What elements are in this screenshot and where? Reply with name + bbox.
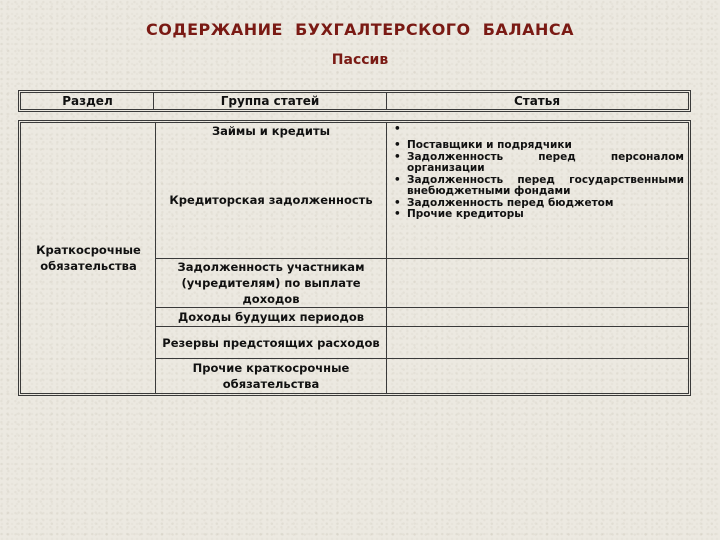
article-text: Задолженность перед бюджетом [407, 196, 614, 209]
column-header-article: Статья [513, 94, 561, 108]
article-text: Задолженность перед государственными внебюджетными фондами [407, 173, 684, 197]
column-header-section: Раздел [62, 94, 113, 108]
article-text: Прочие кредиторы [407, 208, 524, 220]
article-list [392, 124, 684, 221]
list-item [392, 152, 684, 175]
bullet-icon: • [394, 139, 401, 151]
article-text: Задолженность перед персоналом организации [407, 150, 684, 174]
bullet-icon: • [394, 150, 401, 163]
list-item [392, 124, 684, 139]
list-item [392, 209, 684, 221]
article-text: Поставщики и подрядчики [407, 139, 572, 151]
group-cell: Займы и кредиты [211, 124, 331, 138]
group-cell: Кредиторская задолженность [169, 193, 373, 207]
bullet-icon: • [394, 208, 401, 220]
section-cell: Краткосрочные обязательства [36, 243, 141, 273]
group-cell: Резервы предстоящих расходов [162, 335, 380, 350]
group-cell: Прочие краткосрочные обязательства [192, 361, 350, 391]
group-cell: Доходы будущих периодов [177, 310, 365, 324]
list-item [392, 175, 684, 198]
group-cell: Задолженность участникам (учредителям) по выплате доходов [177, 260, 365, 306]
bullet-icon: • [394, 173, 401, 186]
slide-title: СОДЕРЖАНИЕ БУХГАЛТЕРСКОГО БАЛАНСА [146, 20, 574, 39]
bullet-icon: • [394, 123, 401, 135]
bullet-icon: • [394, 196, 401, 209]
column-header-group: Группа статей [220, 94, 320, 108]
slide-subtitle: Пассив [331, 52, 389, 68]
